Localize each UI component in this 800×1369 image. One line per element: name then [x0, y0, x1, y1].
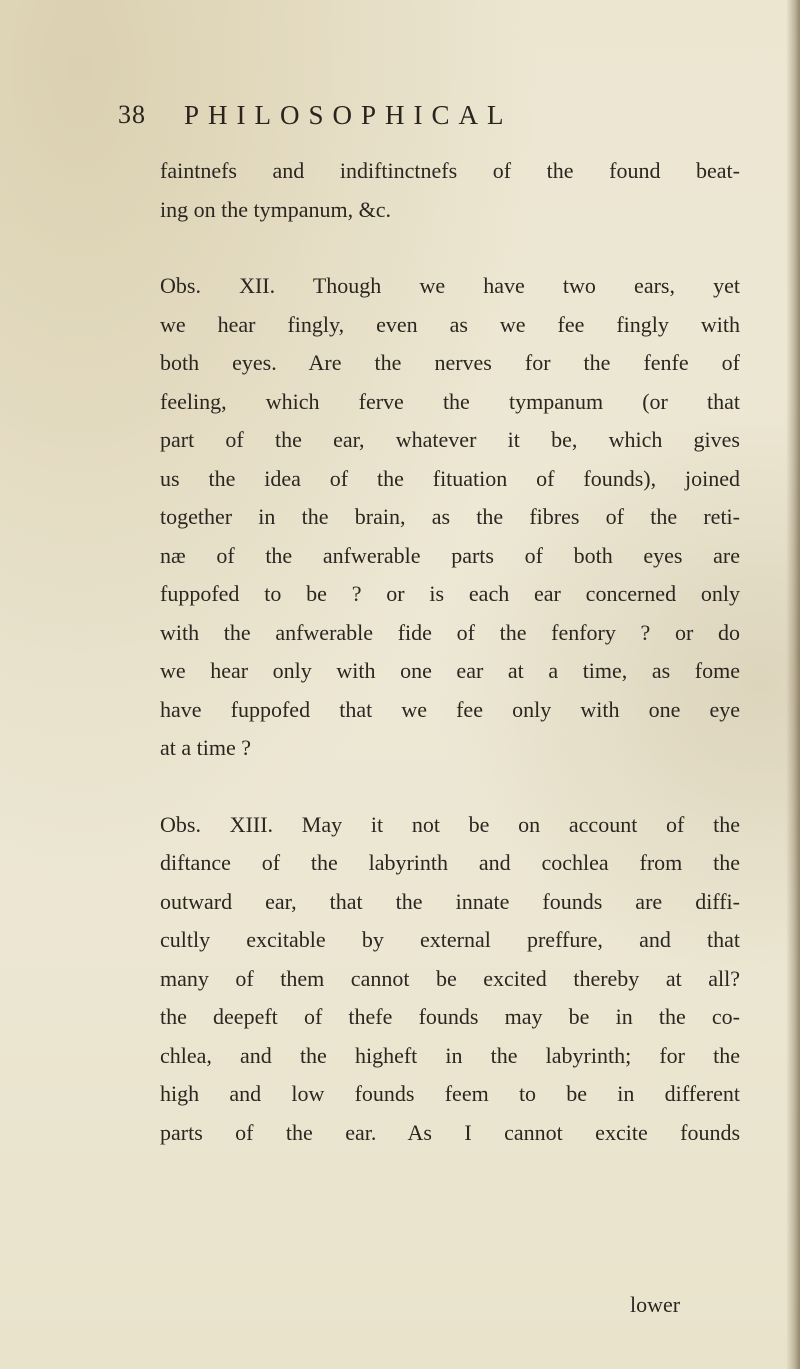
text-line: fuppofed to be ? or is each ear concerned only: [160, 581, 740, 606]
text-line: at a time ?: [160, 735, 252, 760]
text-line: we hear fingly, even as we fee fingly with: [160, 311, 740, 337]
text-line: outward ear, that the innate founds are diffi-: [160, 888, 740, 914]
text-line: us the idea of the fituation of founds), joined: [160, 465, 740, 491]
text-line: the deepeft of thefe founds may be in the co-: [160, 1004, 740, 1029]
page-edge-shadow: [786, 0, 800, 1369]
text-line: we hear only with one ear at a time, as fome: [160, 658, 740, 683]
text-line: diftance of the labyrinth and cochlea from the: [160, 850, 740, 875]
page-number: 38: [118, 100, 146, 129]
paragraph-gap: [160, 229, 740, 267]
text-line: parts of the ear. As I cannot excite founds: [160, 1119, 740, 1145]
text-line: with the anfwerable fide of the fenfory ? or do: [160, 619, 740, 645]
text-line: many of them cannot be excited thereby at all?: [160, 965, 740, 991]
paragraph-obs-xiii: [160, 806, 740, 1153]
text-line: part of the ear, whatever it be, which gives: [160, 427, 740, 452]
body-text: [160, 152, 740, 1152]
page-header: [118, 100, 678, 150]
text-line: Obs. XII. Though we have two ears, yet: [160, 273, 740, 298]
text-line: high and low founds feem to be in different: [160, 1081, 740, 1106]
text-line: faintnefs and indiftinctnefs of the found beat-: [160, 158, 740, 183]
paragraph-gap: [160, 768, 740, 806]
text-line: both eyes. Are the nerves for the fenfe of: [160, 350, 740, 375]
catchword: lower: [630, 1292, 681, 1317]
running-head: PHILOSOPHICAL: [184, 100, 513, 130]
text-line: ing on the tympanum, &c.: [160, 196, 391, 222]
text-line: together in the brain, as the fibres of the reti-: [160, 504, 740, 529]
text-line: feeling, which ferve the tympanum (or that: [160, 388, 740, 414]
text-line: næ of the anfwerable parts of both eyes are: [160, 542, 740, 568]
text-line: have fuppofed that we fee only with one eye: [160, 696, 740, 722]
text-line: chlea, and the higheft in the labyrinth; for the: [160, 1042, 740, 1068]
paragraph-obs-xii: [160, 267, 740, 768]
text-line: cultly excitable by external preffure, and that: [160, 927, 740, 952]
paragraph-continuation: [160, 152, 740, 229]
text-line: Obs. XIII. May it not be on account of the: [160, 811, 740, 837]
